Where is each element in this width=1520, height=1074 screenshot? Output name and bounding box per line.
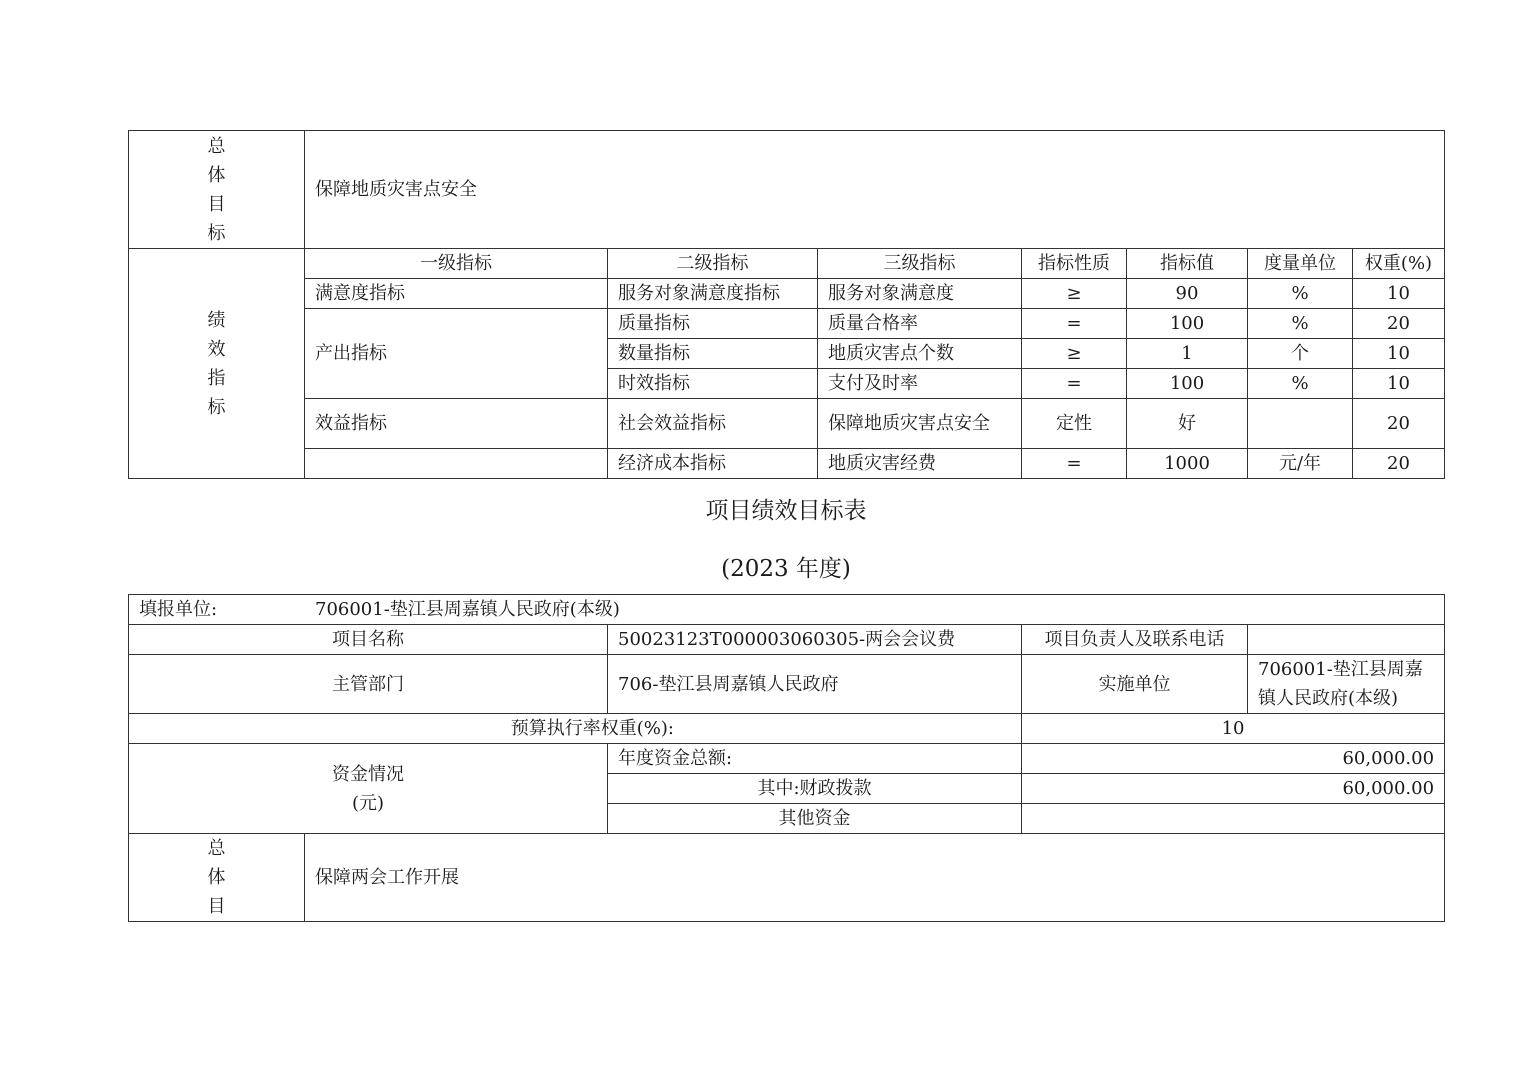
cell-weight: 10 [1353,279,1445,309]
cell-unit: % [1248,309,1353,339]
cell-value: 1 [1127,339,1248,369]
cell-level2: 经济成本指标 [608,449,818,479]
table-row [129,449,1445,479]
project-goal-table [128,594,1445,922]
cell-level1: 满意度指标 [305,279,608,309]
impl-unit-value [1248,655,1445,714]
cell-value: 90 [1127,279,1248,309]
annual-total-value: 60,000.00 [1022,744,1445,774]
cell-nature: ≥ [1022,339,1127,369]
page-title: 项目绩效目标表 [705,498,867,524]
page-subtitle: (2023 年度) [721,556,851,582]
fiscal-value: 60,000.00 [1022,774,1445,804]
cell-weight: 10 [1353,369,1445,399]
dept-label: 主管部门 [129,655,608,714]
cell-level2: 数量指标 [608,339,818,369]
table-row [129,309,1445,339]
cell-level1: 效益指标 [305,399,608,449]
cell-nature: = [1022,309,1127,339]
header-level1: 一级指标 [305,249,608,279]
cell-nature: 定性 [1022,399,1127,449]
header-weight: 权重(%) [1353,249,1445,279]
performance-table-prev [128,130,1445,479]
funds-label-line1: 资金情况 [332,763,404,785]
cell-level2: 时效指标 [608,369,818,399]
cell-level2: 质量指标 [608,309,818,339]
fiscal-label: 其中:财政拨款 [608,774,1022,804]
cell-value: 1000 [1127,449,1248,479]
dept-value: 706-垫江县周嘉镇人民政府 [608,655,1022,714]
reporting-unit-value: 706001-垫江县周嘉镇人民政府(本级) [315,599,620,620]
cell-level1: 产出指标 [305,309,608,399]
cell-unit: 个 [1248,339,1353,369]
impl-unit-value-line2: 镇人民政府(本级) [1258,688,1399,709]
cell-value: 100 [1127,309,1248,339]
cell-unit [1248,399,1353,449]
cell-value: 100 [1127,369,1248,399]
overall-goal-label: 总 体 目 [129,834,305,922]
cell-level3: 保障地质灾害点安全 [818,399,1022,449]
reporting-unit [129,595,1445,625]
cell-level2: 服务对象满意度指标 [608,279,818,309]
budget-rate-label: 预算执行率权重(%): [129,714,1022,744]
table-row [129,399,1445,449]
cell-value: 好 [1127,399,1248,449]
cell-unit: 元/年 [1248,449,1353,479]
header-level2: 二级指标 [608,249,818,279]
cell-level3: 地质灾害点个数 [818,339,1022,369]
cell-level1 [305,449,608,479]
cell-weight: 10 [1353,339,1445,369]
project-name-label: 项目名称 [129,625,608,655]
cell-unit: % [1248,369,1353,399]
cell-level2: 社会效益指标 [608,399,818,449]
overall-goal-text: 保障地质灾害点安全 [305,131,1445,249]
header-level3: 三级指标 [818,249,1022,279]
cell-level3: 质量合格率 [818,309,1022,339]
cell-weight: 20 [1353,399,1445,449]
project-name-value: 50023123T000003060305-两会会议费 [608,625,1022,655]
cell-weight: 20 [1353,449,1445,479]
perf-indicator-label: 绩 效 指 标 [129,249,305,479]
cell-nature: = [1022,369,1127,399]
cell-unit: % [1248,279,1353,309]
impl-unit-value-line1: 706001-垫江县周嘉 [1258,659,1423,680]
cell-level3: 服务对象满意度 [818,279,1022,309]
contact-value [1248,625,1445,655]
cell-level3: 支付及时率 [818,369,1022,399]
other-funds-value [1022,804,1445,834]
header-value: 指标值 [1127,249,1248,279]
table-row [129,279,1445,309]
contact-label: 项目负责人及联系电话 [1022,625,1248,655]
overall-goal-text: 保障两会工作开展 [305,834,1445,922]
cell-nature: = [1022,449,1127,479]
reporting-unit-label: 填报单位: [139,599,218,620]
cell-weight: 20 [1353,309,1445,339]
header-nature: 指标性质 [1022,249,1127,279]
impl-unit-label: 实施单位 [1022,655,1248,714]
budget-rate-value: 10 [1022,714,1445,744]
header-unit: 度量单位 [1248,249,1353,279]
annual-total-label: 年度资金总额: [608,744,1022,774]
cell-nature: ≥ [1022,279,1127,309]
cell-level3: 地质灾害经费 [818,449,1022,479]
funds-label [129,744,608,834]
other-funds-label: 其他资金 [608,804,1022,834]
funds-label-line2: (元) [351,792,385,814]
overall-goal-label: 总 体 目 标 [129,131,305,249]
